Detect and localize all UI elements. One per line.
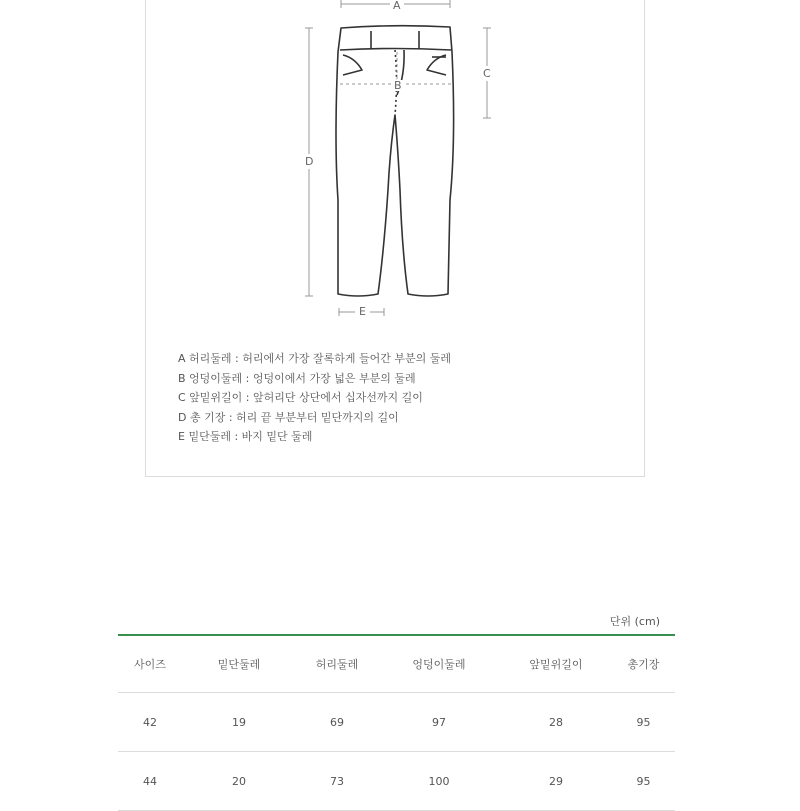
header-waist: 허리둘레 [296,635,378,693]
cell-hem: 20 [182,752,296,811]
header-hem: 밑단둘레 [182,635,296,693]
legend-item-e: E 밑단둘레 : 바지 밑단 둘레 [178,430,313,443]
cell-total-length: 95 [612,693,675,752]
pants-outline [336,26,454,296]
cell-hip: 97 [378,693,500,752]
legend-item-c: C 앞밑위길이 : 앞허리단 상단에서 십자선까지 길이 [178,391,423,404]
cell-size: 42 [118,693,182,752]
label-d: D [305,155,314,168]
label-c: C [483,67,491,80]
cell-size: 44 [118,752,182,811]
cell-waist: 73 [296,752,378,811]
table-header-row [118,635,675,693]
label-e: E [355,306,370,317]
cell-hip: 100 [378,752,500,811]
measurement-legend [178,349,451,447]
legend-item-b: B 엉덩이둘레 : 엉덩이에서 가장 넓은 부분의 둘레 [178,371,416,385]
cell-total-length: 95 [612,752,675,811]
header-total-length: 총기장 [612,635,675,693]
legend-item-a: A 허리둘레 : 허리에서 가장 잘록하게 들어간 부분의 둘레 [178,352,451,365]
cell-hem: 19 [182,693,296,752]
cell-front-rise: 28 [500,693,612,752]
cell-waist: 69 [296,693,378,752]
header-front-rise: 앞밑위길이 [500,635,612,693]
header-size: 사이즈 [118,635,182,693]
size-table [118,634,675,811]
table-row [118,693,675,752]
label-a: A [390,0,404,11]
unit-label: 단위 (cm) [609,615,660,628]
legend-item-d: D 총 기장 : 허리 끝 부분부터 밑단까지의 길이 [178,410,399,424]
label-b: B [394,79,402,92]
cell-front-rise: 29 [500,752,612,811]
header-hip: 엉덩이둘레 [378,635,500,693]
table-row [118,752,675,811]
